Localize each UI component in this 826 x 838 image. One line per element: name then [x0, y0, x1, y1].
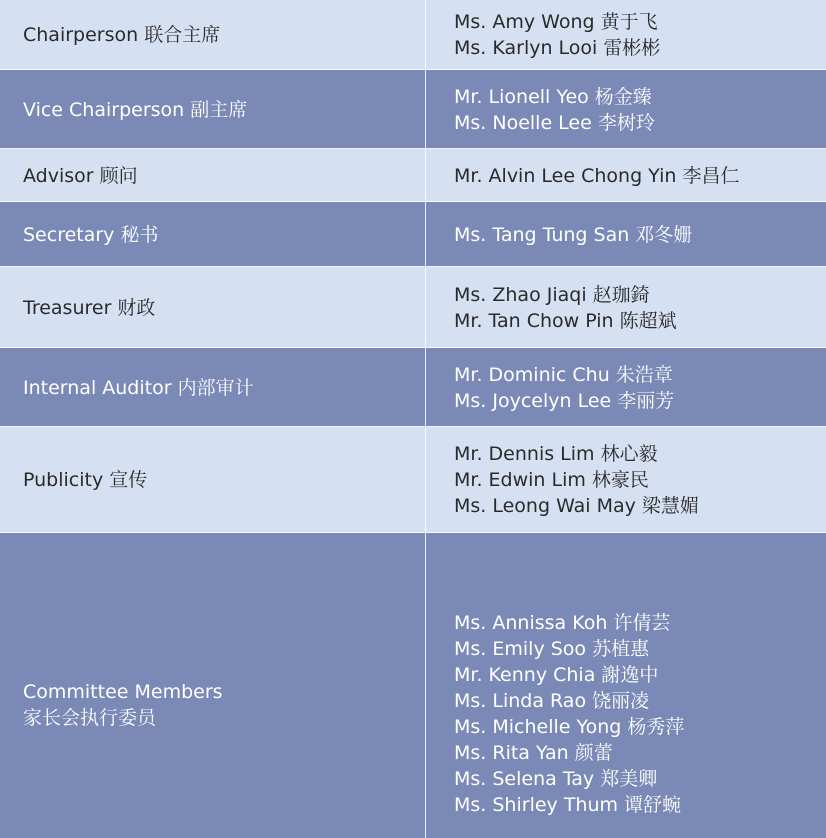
- role-cell: [0, 348, 426, 427]
- role-label: Treasurer 财政: [23, 296, 156, 319]
- row-divider: [0, 148, 826, 149]
- role-label: Advisor 顾问: [23, 164, 138, 187]
- role-cell: [0, 0, 426, 70]
- member-name: Ms. Noelle Lee 李树玲: [454, 111, 655, 134]
- role-cell: [0, 267, 426, 348]
- table-row: [0, 0, 826, 70]
- member-name: Ms. Amy Wong 黄于飞: [454, 11, 658, 33]
- names-cell: [426, 202, 826, 267]
- row-divider: [0, 426, 826, 427]
- member-name: Mr. Lionell Yeo 杨金臻: [454, 85, 652, 108]
- member-name: Mr. Alvin Lee Chong Yin 李昌仁: [454, 164, 740, 187]
- table-row: [0, 348, 826, 427]
- row-divider: [0, 201, 826, 202]
- member-name: Ms. Selena Tay 郑美卿: [454, 767, 658, 790]
- table-row: [0, 533, 826, 838]
- role-label-chinese: 家长会执行委员: [23, 706, 157, 729]
- member-name: Ms. Zhao Jiaqi 赵珈錡: [454, 283, 650, 306]
- table-row: [0, 427, 826, 533]
- names-cell: [426, 70, 826, 149]
- role-label: Internal Auditor 内部审计: [23, 376, 254, 399]
- member-name: Ms. Tang Tung San 邓冬姗: [454, 223, 693, 246]
- member-name: Ms. Rita Yan 颜蕾: [454, 741, 613, 764]
- role-cell: [0, 427, 426, 533]
- names-cell: [426, 267, 826, 348]
- member-name: Ms. Karlyn Looi 雷彬彬: [454, 37, 661, 59]
- role-cell: [0, 202, 426, 267]
- role-cell: [0, 149, 426, 202]
- names-cell: [426, 427, 826, 533]
- row-divider: [0, 347, 826, 348]
- member-name: Ms. Leong Wai May 梁慧媚: [454, 495, 699, 517]
- role-cell: [0, 533, 426, 838]
- names-cell: [426, 533, 826, 838]
- row-divider: [0, 69, 826, 70]
- table-row: [0, 267, 826, 348]
- member-name: Mr. Dominic Chu 朱浩章: [454, 363, 673, 386]
- names-cell: [426, 348, 826, 427]
- row-divider: [0, 532, 826, 533]
- table-row: [0, 149, 826, 202]
- role-label: Committee Members: [23, 680, 223, 703]
- table-row: [0, 202, 826, 267]
- role-label: Vice Chairperson 副主席: [23, 98, 248, 121]
- table-row: [0, 70, 826, 149]
- role-label: Secretary 秘书: [23, 223, 159, 246]
- member-name: Ms. Joycelyn Lee 李丽芳: [454, 389, 675, 412]
- member-name: Ms. Shirley Thum 谭舒蜿: [454, 793, 682, 816]
- member-name: Ms. Michelle Yong 杨秀萍: [454, 715, 685, 738]
- member-name: Mr. Edwin Lim 林豪民: [454, 469, 649, 491]
- role-label: Publicity 宣传: [23, 469, 148, 491]
- member-name: Ms. Linda Rao 饶丽凌: [454, 689, 650, 712]
- member-name: Mr. Dennis Lim 林心毅: [454, 443, 658, 465]
- member-name: Ms. Annissa Koh 许倩芸: [454, 611, 671, 634]
- member-name: Mr. Kenny Chia 謝逸中: [454, 663, 659, 686]
- names-cell: [426, 0, 826, 70]
- role-cell: [0, 70, 426, 149]
- names-cell: [426, 149, 826, 202]
- member-name: Ms. Emily Soo 苏植惠: [454, 637, 650, 660]
- role-label: Chairperson 联合主席: [23, 24, 221, 46]
- row-divider: [0, 266, 826, 267]
- member-name: Mr. Tan Chow Pin 陈超斌: [454, 309, 677, 332]
